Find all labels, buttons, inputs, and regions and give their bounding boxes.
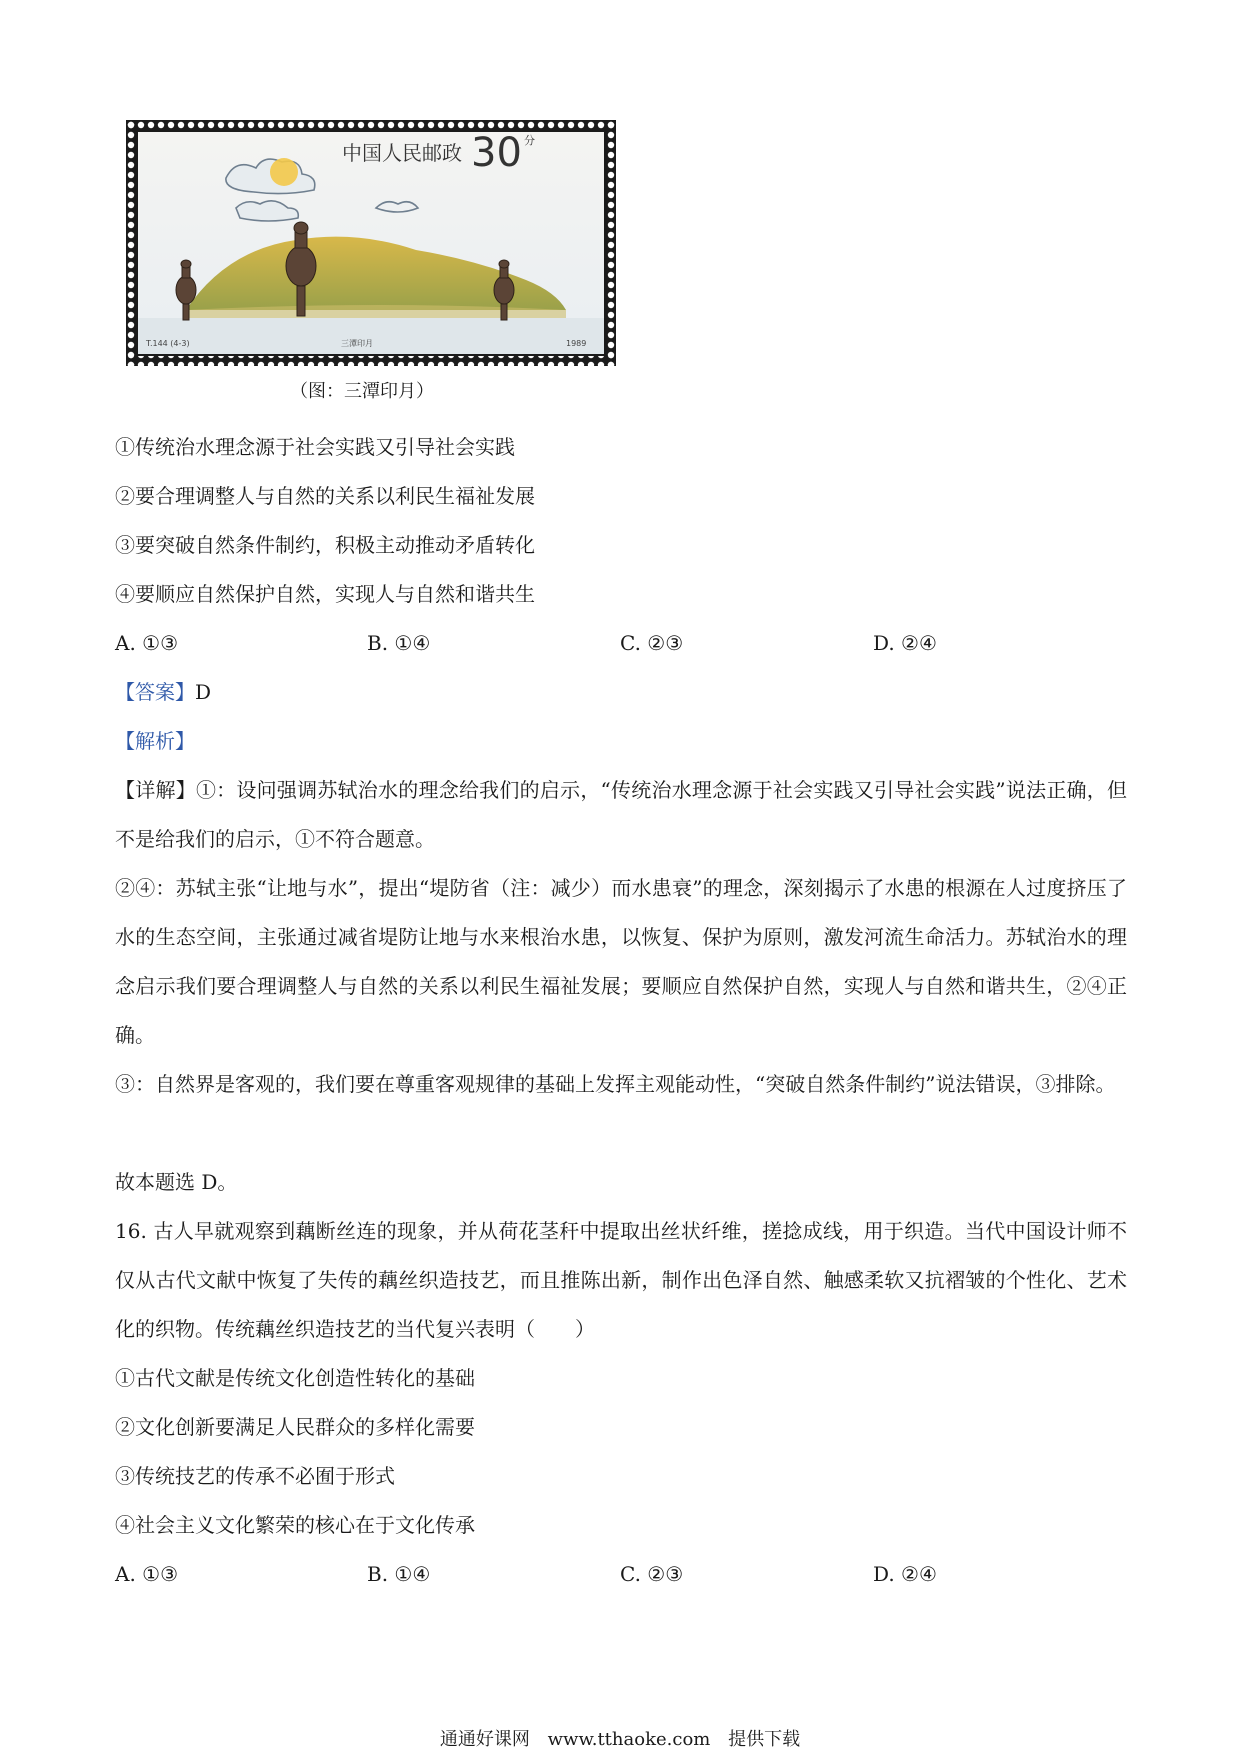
stamp-serial-text: T.144 (4-3): [146, 339, 190, 348]
conclusion: 故本题选 D。: [115, 1170, 238, 1194]
footer: [0, 1728, 1240, 1752]
detail-paragraph-3: ③：自然界是客观的，我们要在尊重客观规律的基础上发挥主观能动性，“突破自然条件制约”说法错误，③排除。: [115, 1072, 1116, 1096]
footer-site-name: 通通好课网: [439, 1729, 530, 1750]
q15-statement-3: ③要突破自然条件制约，积极主动推动矛盾转化: [115, 533, 535, 557]
q16-option-c: C. ②③: [620, 1562, 684, 1586]
detail-text-1: ①：设问强调苏轼治水的理念给我们的启示，“传统治水理念源于社会实践又引导社会实践”说法正确，但不是给我们的启示，①不符合题意。: [115, 778, 1128, 851]
answer-line: [115, 679, 211, 705]
answer-tag: 【答案】: [115, 680, 195, 704]
q15-statement-1: ①传统治水理念源于社会实践又引导社会实践: [115, 435, 515, 459]
detail-paragraph-1: [115, 766, 1127, 864]
stamp-image: [126, 120, 616, 366]
answer-value: D: [195, 680, 212, 704]
analysis-line: [115, 728, 195, 754]
figure-caption: （图：三潭印月）: [290, 381, 434, 402]
q16-statement-3: ③传统技艺的传承不必囿于形式: [115, 1464, 395, 1488]
stamp-name-text: 三潭印月: [341, 339, 373, 348]
q16-option-a: A. ①③: [115, 1562, 179, 1586]
q16-option-d: D. ②④: [873, 1562, 937, 1586]
analysis-tag: 【解析】: [115, 729, 195, 753]
q16-stem: 16. 古人早就观察到藕断丝连的现象，并从荷花茎秆中提取出丝状纤维，搓捻成线，用于织造。当代中国设计师不仅从古代文献中恢复了失传的藕丝织造技艺，而且推陈出新，制作出色泽自然、触感柔软又抗褶皱的个性化、艺术化的织物。传统藕丝织造技艺的当代复兴表明（ ）: [115, 1219, 1127, 1341]
detail-tag: 【详解】: [115, 778, 196, 802]
stamp-unit-text: 分: [524, 134, 535, 147]
detail-paragraph-2: ②④：苏轼主张“让地与水”，提出“堤防省（注：减少）而水患衰”的理念，深刻揭示了水患的根源在人过度挤压了水的生态空间，主张通过减省堤防让地与水来根治水患，以恢复、保护为原则，激发河流生命活力。苏轼治水的理念启示我们要合理调整人与自然的关系以利民生福祉发展；要顺应自然保护自然，实现人与自然和谐共生，②④正确。: [115, 876, 1127, 1047]
q16-option-b: B. ①④: [367, 1562, 431, 1586]
q16-statement-1: ①古代文献是传统文化创造性转化的基础: [115, 1366, 475, 1390]
q15-option-a: A. ①③: [115, 631, 179, 655]
q16-statement-4: ④社会主义文化繁荣的核心在于文化传承: [115, 1513, 475, 1537]
q15-statement-4: ④要顺应自然保护自然，实现人与自然和谐共生: [115, 582, 535, 606]
stamp-year-text: 1989: [566, 339, 587, 348]
stamp-country-text: 中国人民邮政: [342, 141, 462, 165]
q15-option-d: D. ②④: [873, 631, 937, 655]
q15-option-c: C. ②③: [620, 631, 684, 655]
stamp-value-text: 30: [471, 130, 522, 176]
q16-statement-2: ②文化创新要满足人民群众的多样化需要: [115, 1415, 475, 1439]
q15-option-b: B. ①④: [367, 631, 431, 655]
footer-suffix: 提供下载: [728, 1729, 801, 1750]
q15-statement-2: ②要合理调整人与自然的关系以利民生福祉发展: [115, 484, 535, 508]
footer-url[interactable]: www.tthaoke.com: [547, 1729, 711, 1750]
